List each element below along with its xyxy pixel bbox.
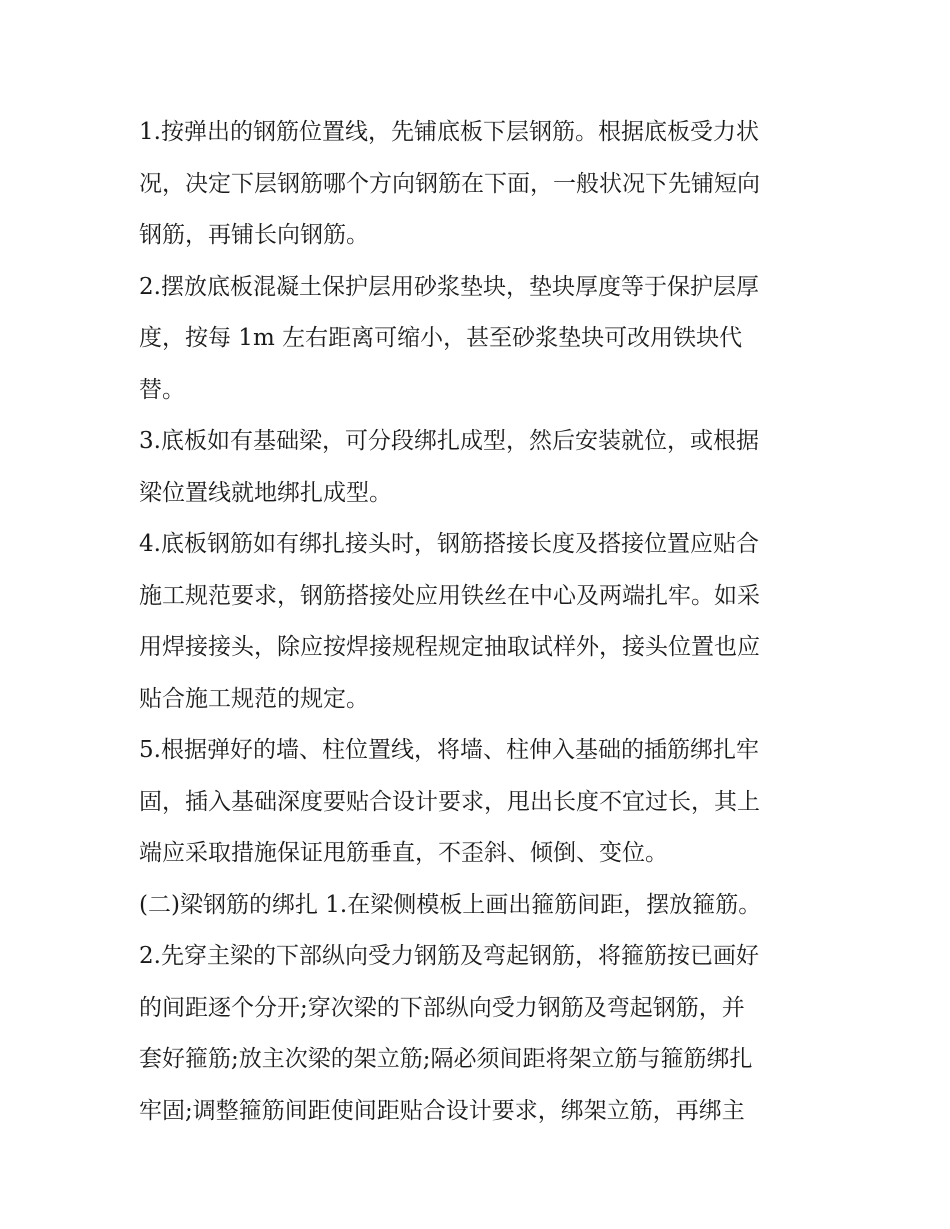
text-line: 梁位置线就地绑扎成型。 — [139, 479, 392, 506]
text-line: 用焊接接头，除应按焊接规程规定抽取试样外，接头位置也应 — [139, 634, 760, 660]
text-line: 2.摆放底板混凝土保护层用砂浆垫块，垫块厚度等于保护层厚 — [139, 273, 759, 300]
text-line: 施工规范要求，钢筋搭接处应用铁丝在中心及两端扎牢。如采 — [139, 582, 760, 609]
text-line: 4.底板钢筋如有绑扎接头时，钢筋搭接长度及搭接位置应贴合 — [139, 531, 759, 557]
text-line: 3.底板如有基础梁，可分段绑扎成型，然后安装就位，或根据 — [139, 428, 759, 454]
text-line: 端应采取措施保证甩筋垂直，不歪斜、倾倒、变位。 — [139, 840, 668, 866]
text-line: (二)梁钢筋的绑扎 1.在梁侧模板上画出箍筋间距，摆放箍筋。 — [139, 891, 762, 918]
text-line: 1.按弹出的钢筋位置线，先铺底板下层钢筋。根据底板受力状 — [139, 119, 759, 145]
text-line: 固，插入基础深度要贴合设计要求，甩出长度不宜过长，其上 — [139, 788, 760, 815]
text-line: 替。 — [139, 376, 185, 403]
text-line: 的间距逐个分开;穿次梁的下部纵向受力钢筋及弯起钢筋，并 — [139, 994, 745, 1021]
document-body — [139, 107, 819, 1137]
text-line: 套好箍筋;放主次梁的架立筋;隔必须间距将架立筋与箍筋绑扎 — [139, 1046, 753, 1072]
text-line: 2.先穿主梁的下部纵向受力钢筋及弯起钢筋，将箍筋按已画好 — [139, 943, 759, 969]
text-line: 5.根据弹好的墙、柱位置线，将墙、柱伸入基础的插筋绑扎牢 — [139, 737, 759, 763]
text-line: 贴合施工规范的规定。 — [139, 685, 369, 712]
text-line: 钢筋，再铺长向钢筋。 — [139, 222, 369, 248]
text-line: 度，按每 1m 左右距离可缩小，甚至砂浆垫块可改用铁块代 — [139, 325, 743, 351]
text-line: 况，决定下层钢筋哪个方向钢筋在下面，一般状况下先铺短向 — [139, 170, 760, 197]
text-line: 牢固;调整箍筋间距使间距贴合设计要求，绑架立筋，再绑主 — [139, 1097, 745, 1124]
